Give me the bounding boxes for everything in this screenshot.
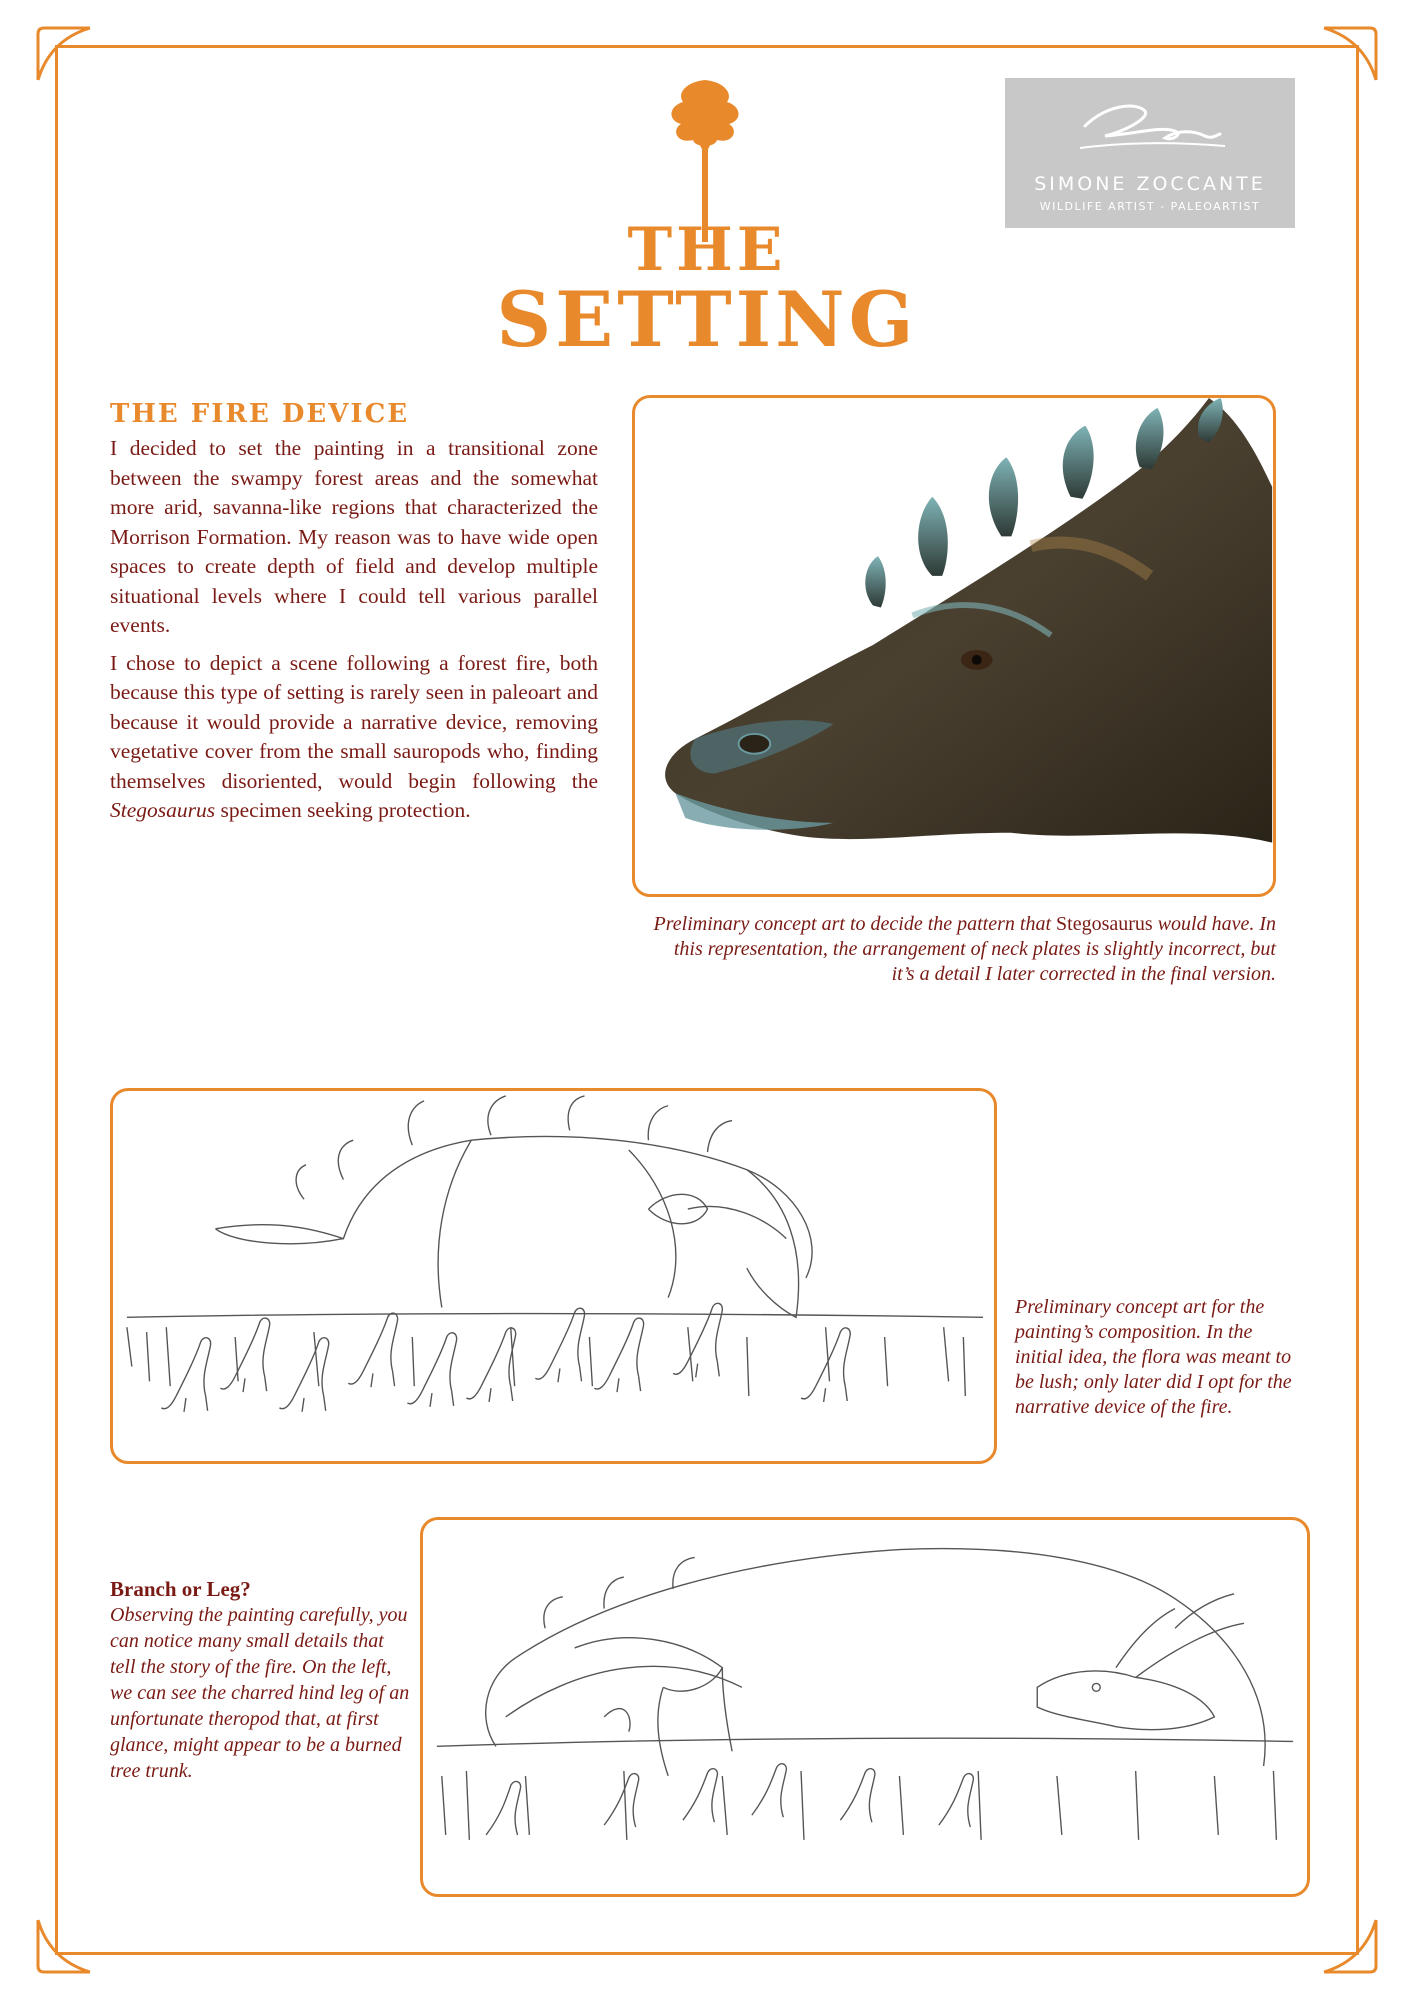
page-title-line2: SETTING <box>496 275 918 364</box>
artist-logo <box>1005 78 1295 228</box>
aside-title: Branch or Leg? <box>110 1577 251 1601</box>
corner-ornament-bottom-right <box>1314 1910 1384 1980</box>
corner-ornament-top-right <box>1314 20 1384 90</box>
caption-head-text: Preliminary concept art to decide the pattern that <box>653 913 1057 935</box>
caption-head-text-end: would have. In this representation, the arrangement of neck plates is slightly incorrect, but it’s a detail I later corrected in the final version. <box>673 913 1276 985</box>
paragraph-2-emphasis: Stegosaurus <box>110 798 216 822</box>
stegosaurus-head-illustration <box>635 398 1273 894</box>
paragraph-2 <box>110 649 598 826</box>
paragraph-1: I decided to set the painting in a transitional zone between the swampy forest areas and the somewhat more arid, savanna-like regions that characterized the Morrison Formation. My reason was to have wide open spaces to create depth of field and develop multiple situational levels where I could tell various parallel events. <box>110 436 598 637</box>
section-body <box>110 434 598 834</box>
caption-head-concept <box>648 912 1276 987</box>
section-heading: THE FIRE DEVICE <box>110 399 410 429</box>
signature-logo <box>1065 86 1235 166</box>
composition-sketch <box>113 1091 994 1461</box>
concept-art-head-panel <box>632 395 1276 897</box>
concept-art-composition-panel <box>110 1088 997 1464</box>
corner-ornament-bottom-left <box>30 1910 100 1980</box>
caption-head-emphasis: Stegosaurus <box>1056 913 1153 935</box>
caption-composition: Preliminary concept art for the painting’s composition. In the initial idea, the flora was meant to be lush; only later did I opt for the narrative device of the fire. <box>1015 1296 1292 1418</box>
paragraph-2-text-end: specimen seeking protection. <box>215 798 471 822</box>
paragraph-2-text: I chose to depict a scene following a forest fire, both because this type of setting is rarely seen in paleoart and because it would provide a narrative device, removing vegetative cover from the small sauropods who, finding themselves disoriented, would begin following the <box>110 650 598 793</box>
concept-art-detail-panel <box>420 1517 1310 1897</box>
corner-ornament-top-left <box>30 20 100 90</box>
logo-name: SIMONE ZOCCANTE <box>1034 173 1266 195</box>
logo-subtitle: WILDLIFE ARTIST - PALEOARTIST <box>1039 200 1261 213</box>
detail-sketch <box>423 1520 1307 1894</box>
aside-text: Observing the painting carefully, you can notice many small details that tell the story of the fire. On the left, we can see the charred hind leg of an unfortunate theropod that, at first glance, might appear to be a burned tree trunk. <box>110 1604 410 1782</box>
page-title-line1: THE <box>627 215 787 285</box>
